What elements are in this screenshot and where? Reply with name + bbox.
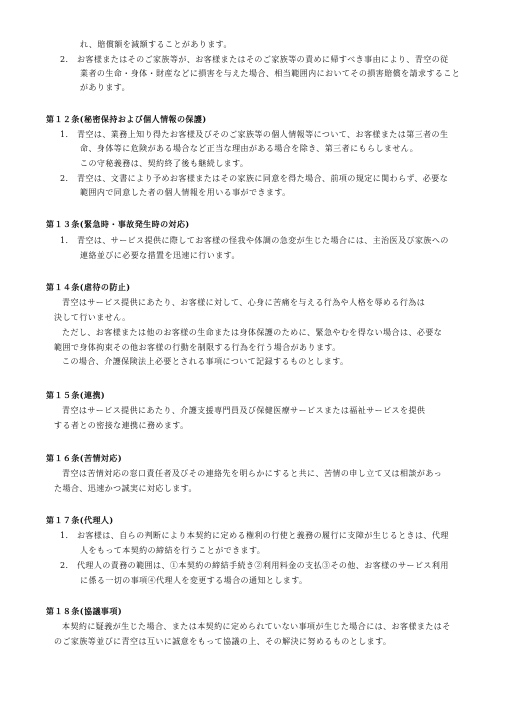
article-14-line-1: 青空はサービス提供にあたり、お客様に対して、心身に苦痛を与える行為や人格を辱める行為は — [62, 298, 426, 307]
article-12-clause-2-line-2: 範囲内で同意した者の個人情報を用いる事ができます。 — [80, 188, 291, 197]
clause-2-line-3: があります。 — [80, 83, 131, 92]
article-12-clause-1-line-3: この守秘義務は、契約終了後も継続します。 — [80, 159, 249, 168]
article-15-line-2: する者との密接な連携に務めます。 — [54, 421, 189, 430]
article-14-heading: 第１４条(虐待の防止) — [46, 282, 131, 292]
article-17-clause-1-line-1: 1． お客様は、自らの判断により本契約に定める権利の行使と義務の履行に支障が生じるときは、代理 — [60, 531, 449, 540]
article-16-line-2: た場合、迅速かつ誠実に対応します。 — [54, 484, 198, 493]
article-16-line-1: 青空は苦情対応の窓口責任者及びその連絡先を明らかにすると共に、苦情の申し立て又は相談があっ — [62, 469, 443, 478]
clause-2-line-1: 2． お客様またはそのご家族等が、お客様またはそのご家族等の責めに帰すべき事由により、青空の従 — [60, 55, 449, 64]
article-18-line-2: のご家族等並びに青空は互いに誠意をもって協議の上、その解決に努めるものとします。 — [54, 637, 392, 646]
article-14-line-4: 範囲で身体拘束その他お客様の行動を制限する行為を行う場合があります。 — [54, 343, 341, 352]
article-17-heading: 第１７条(代理人) — [46, 515, 114, 525]
article-12-heading: 第１２条(秘密保持および個人情報の保護) — [46, 114, 207, 124]
article-12-clause-1-line-2: 命、身体等に危険がある場合など正当な理由がある場合を除き、第三者にもらしません。 — [80, 144, 419, 153]
clause-2-line-2: 業者の生命・身体・財産などに損害を与えた場合、相当範囲内においてその損害賠償を請求すること — [80, 69, 461, 78]
article-12-clause-2-line-1: 2． 青空は、文書により予めお客様またはその家族に同意を得た場合、前項の規定に関わらず、必要な — [60, 174, 449, 183]
article-13-heading: 第１３条(緊急時・事故発生時の対応) — [46, 219, 190, 229]
article-15-heading: 第１５条(連携) — [46, 390, 106, 400]
article-14-line-2: 決して行いません。 — [54, 313, 131, 322]
article-13-clause-1-line-2: 連絡並びに必要な措置を迅速に行います。 — [80, 251, 240, 260]
article-14-line-3: ただし、お客様または他のお客様の生命または身体保護のために、緊急やむを得ない場合は、必要な — [62, 328, 443, 337]
article-18-heading: 第１８条(協議事項) — [46, 606, 123, 616]
article-18-line-1: 本契約に疑義が生じた場合、または本契約に定められていない事項が生じた場合には、お客様またはそ — [62, 622, 451, 631]
article-17-clause-2-line-2: に係る一切の事項④代理人を変更する場合の通知とします。 — [80, 576, 308, 585]
article-13-clause-1-line-1: 1． 青空は、サービス提供に際してお客様の怪我や体調の急変が生じた場合には、主治医及び家族への — [60, 236, 449, 245]
paragraph-continuation: れ、賠償額を減額することがあります。 — [80, 40, 232, 49]
article-16-heading: 第１６条(苦情対応) — [46, 453, 123, 463]
article-14-line-5: この場合、介護保険法上必要とされる事項について記録するものとします。 — [62, 357, 349, 366]
article-17-clause-1-line-2: 人をもって本契約の締結を行うことができます。 — [80, 546, 266, 555]
article-12-clause-1-line-1: 1． 青空は、業務上知り得たお客様及びそのご家族等の個人情報等について、お客様または第三者の生 — [60, 130, 449, 139]
article-17-clause-2-line-1: 2． 代理人の責務の範囲は、①本契約の締結手続き②利用料金の支払③その他、お客様のサービス利用 — [60, 561, 449, 570]
article-15-line-1: 青空はサービス提供にあたり、介護支援専門員及び保健医療サービスまたは福祉サービスを提供 — [62, 406, 426, 415]
